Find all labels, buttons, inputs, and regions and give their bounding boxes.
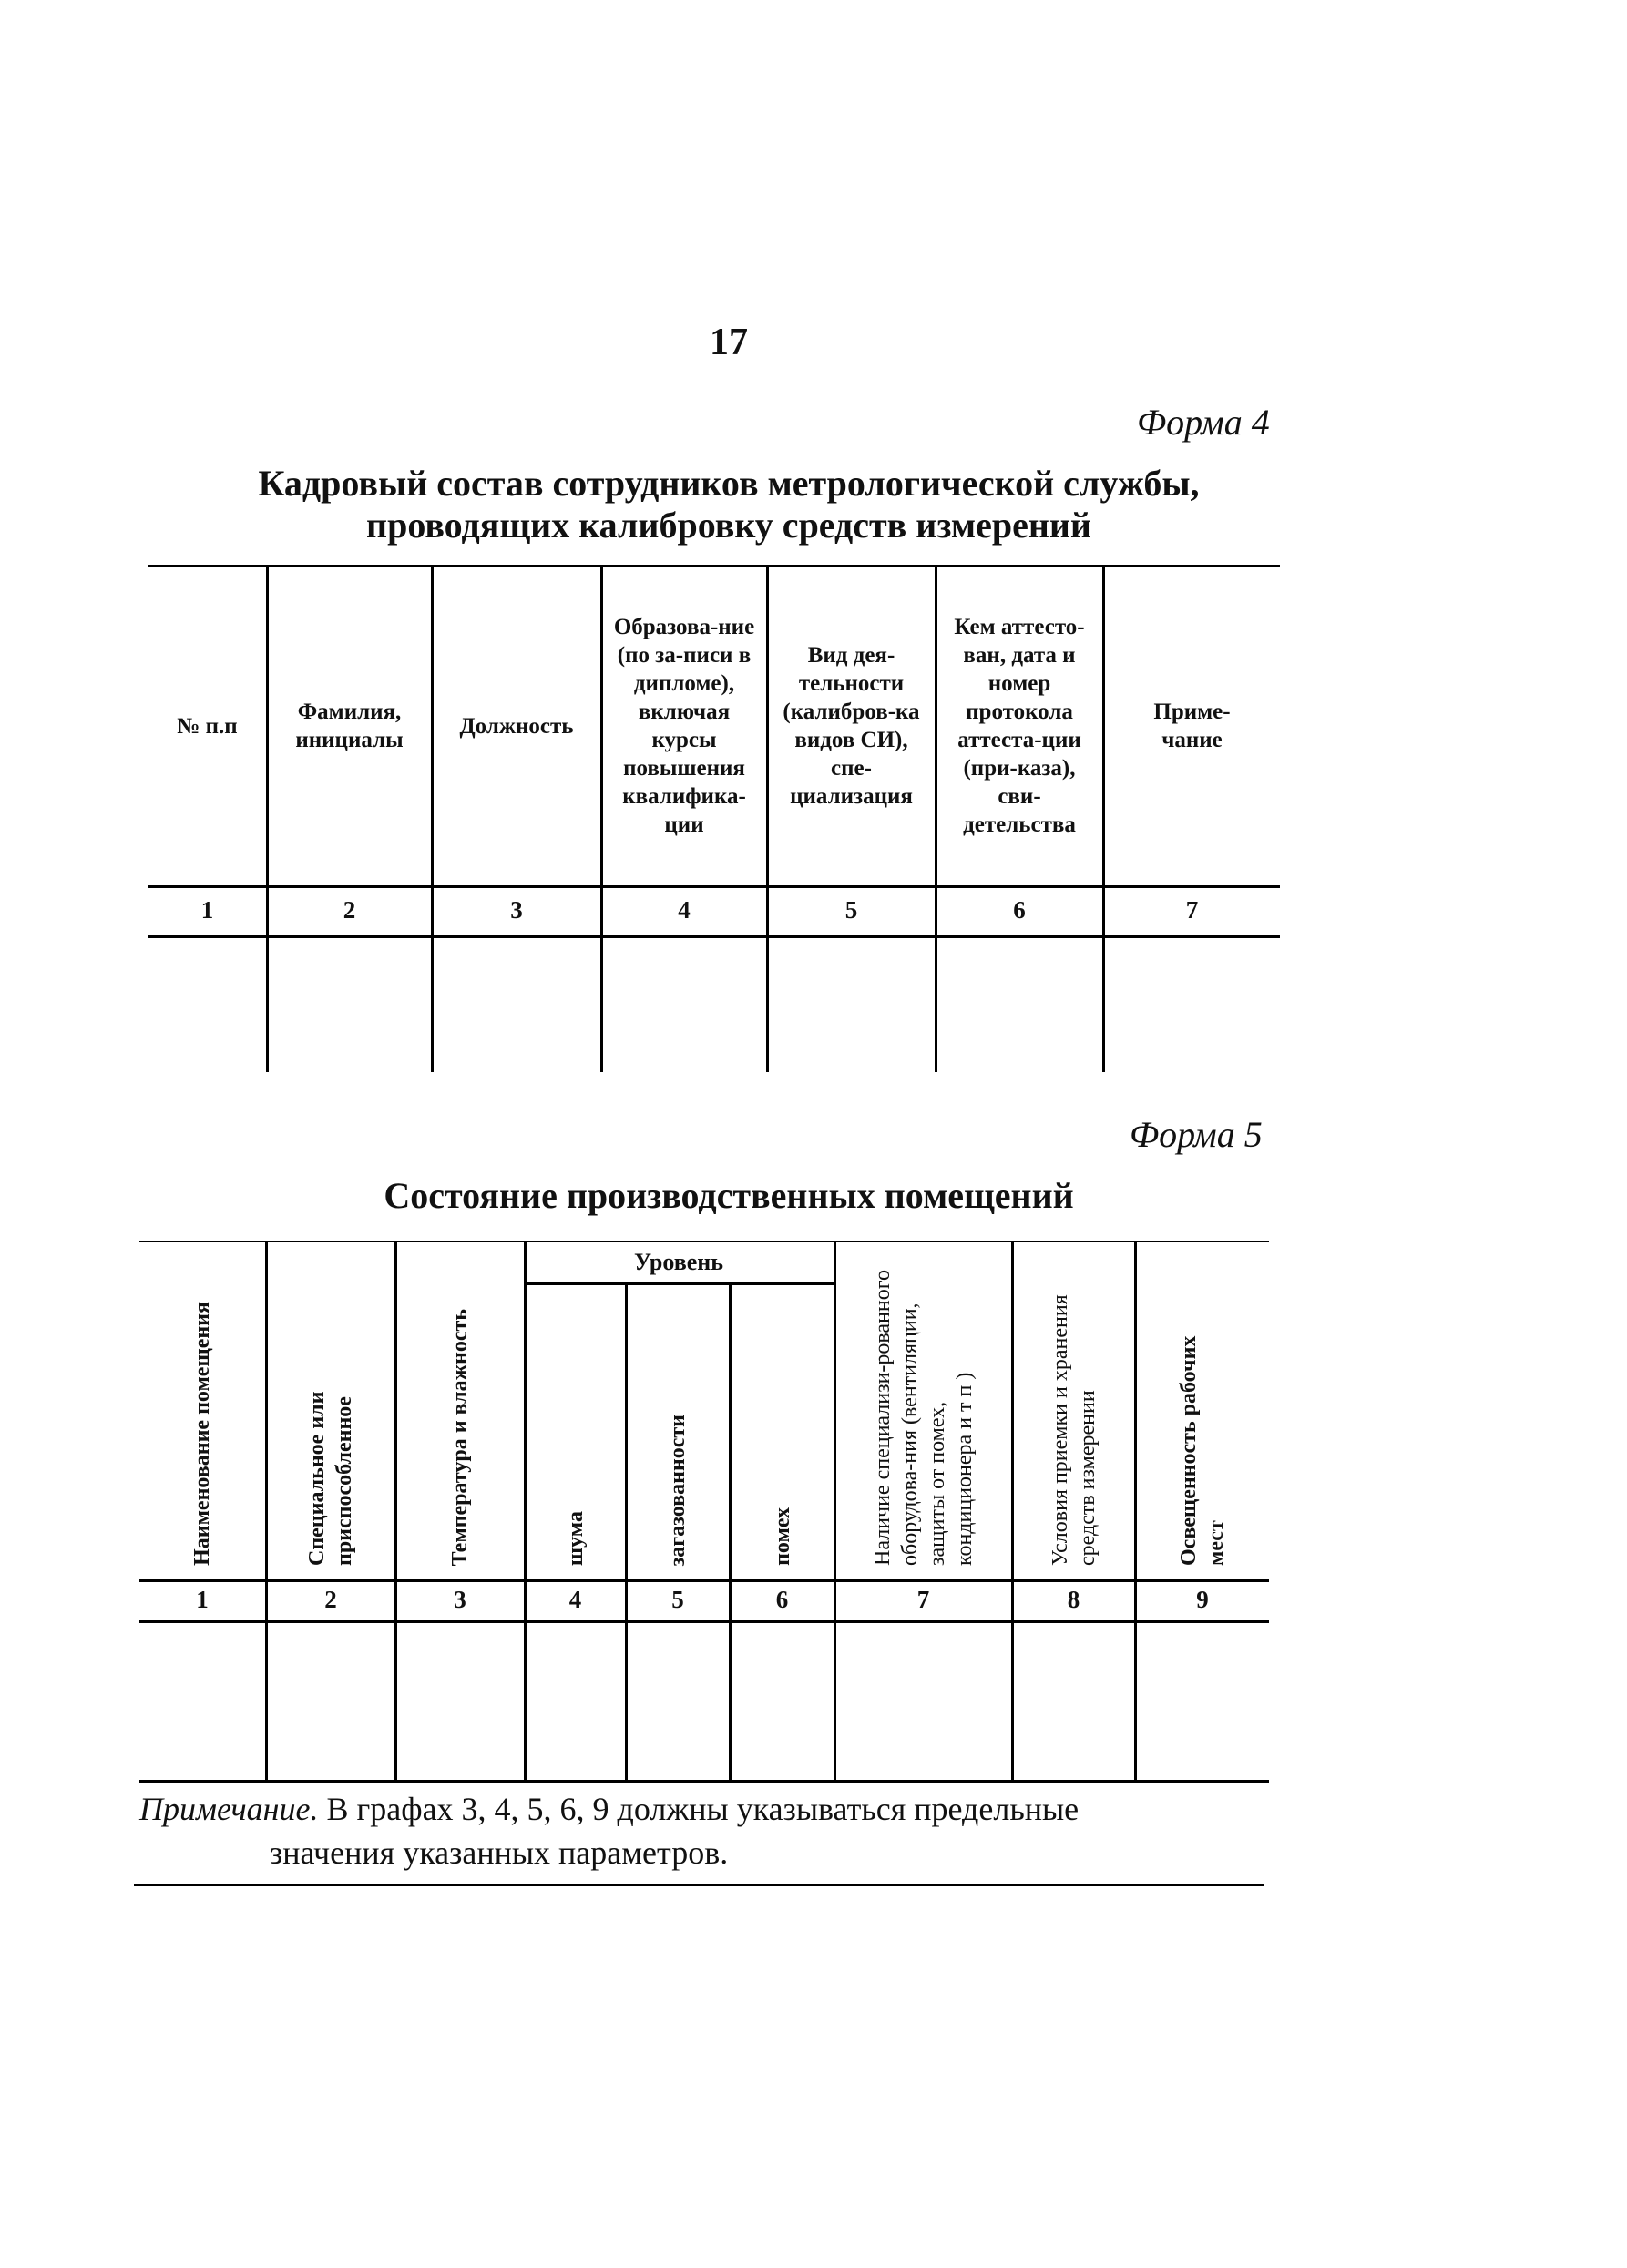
header-text: загазованности [666, 1414, 690, 1566]
form4-title-line1: Кадровый состав сотрудников метрологической службы, [258, 463, 1200, 504]
column-number: 6 [775, 1586, 789, 1613]
column-number: 6 [1013, 896, 1026, 924]
column-number: 9 [1196, 1586, 1209, 1613]
table-bottom [139, 1780, 1269, 1783]
header-text: помех [770, 1507, 794, 1566]
header-text: Освещенность рабочих мест [1177, 1335, 1228, 1566]
header-cell: № п.п [177, 713, 238, 739]
header-text: Специальное или приспособленное [305, 1391, 356, 1566]
form5-label: Форма 5 [1130, 1114, 1263, 1155]
page-number: 17 [710, 322, 748, 363]
header-cell [1136, 1242, 1269, 1566]
column-number: 1 [196, 1586, 209, 1613]
header-text: Наименование помещения [190, 1302, 214, 1566]
column-number: 1 [200, 896, 214, 924]
note-text-line1: В графах 3, 4, 5, 6, 9 должны указываться предельные [318, 1791, 1080, 1827]
column-number: 7 [916, 1586, 930, 1613]
staff-table [148, 565, 1280, 1072]
form4-title-line2: проводящих калибровку средств измерений [366, 505, 1091, 546]
header-text: шума [563, 1510, 588, 1566]
header-cell [627, 1242, 729, 1566]
header-cell [267, 1242, 394, 1566]
header-cell: Приме-чание [1153, 700, 1231, 752]
numbers-divider [139, 1620, 1269, 1623]
header-cell [731, 1242, 834, 1566]
form5-title: Состояние производственных помещений [384, 1175, 1074, 1216]
group-header-level: Уровень [633, 1249, 724, 1275]
header-text: Температура и влажность [448, 1308, 472, 1566]
header-cell [396, 1242, 524, 1566]
note-label: Примечание. [139, 1791, 319, 1827]
column-number: 2 [343, 896, 356, 924]
premises-table [139, 1241, 1269, 1783]
column-number: 2 [324, 1586, 337, 1613]
header-text: Наличие специализи-рованного оборудова-ния (вентиляции, защиты от помех, кондиционера и т п ) [870, 1269, 977, 1566]
column-number: 4 [678, 896, 691, 924]
column-number: 5 [844, 896, 858, 924]
header-cell: Вид дея-тельности (калибров-ка видов СИ), спе-циализация [783, 643, 920, 809]
column-number: 7 [1185, 896, 1199, 924]
numbers-divider [148, 935, 1280, 938]
note-text-line2: значения указанных параметров. [270, 1834, 729, 1871]
column-number: 3 [454, 1586, 466, 1613]
note [139, 1787, 1278, 1875]
header-cell [835, 1242, 1011, 1566]
header-cell: Фамилия, инициалы [295, 700, 404, 752]
column-number: 8 [1067, 1586, 1080, 1613]
header-cell [1013, 1242, 1134, 1566]
header-text: Условия приемки и хранения средств измерении [1048, 1294, 1100, 1566]
header-cell [139, 1242, 265, 1566]
header-cell [526, 1242, 625, 1566]
column-number: 5 [671, 1586, 684, 1613]
bottom-rule [134, 1884, 1264, 1886]
header-cell: Образова-ние (по за-писи в дипломе), включая курсы повышения квалифика-ции [613, 615, 755, 837]
column-number: 3 [510, 896, 523, 924]
header-cell: Кем аттесто-ван, дата и номер протокола аттеста-ции (при-каза), сви-детельства [954, 615, 1085, 837]
header-cell: Должность [459, 713, 574, 739]
column-number: 4 [568, 1586, 582, 1613]
form4-label: Форма 4 [1137, 402, 1270, 443]
